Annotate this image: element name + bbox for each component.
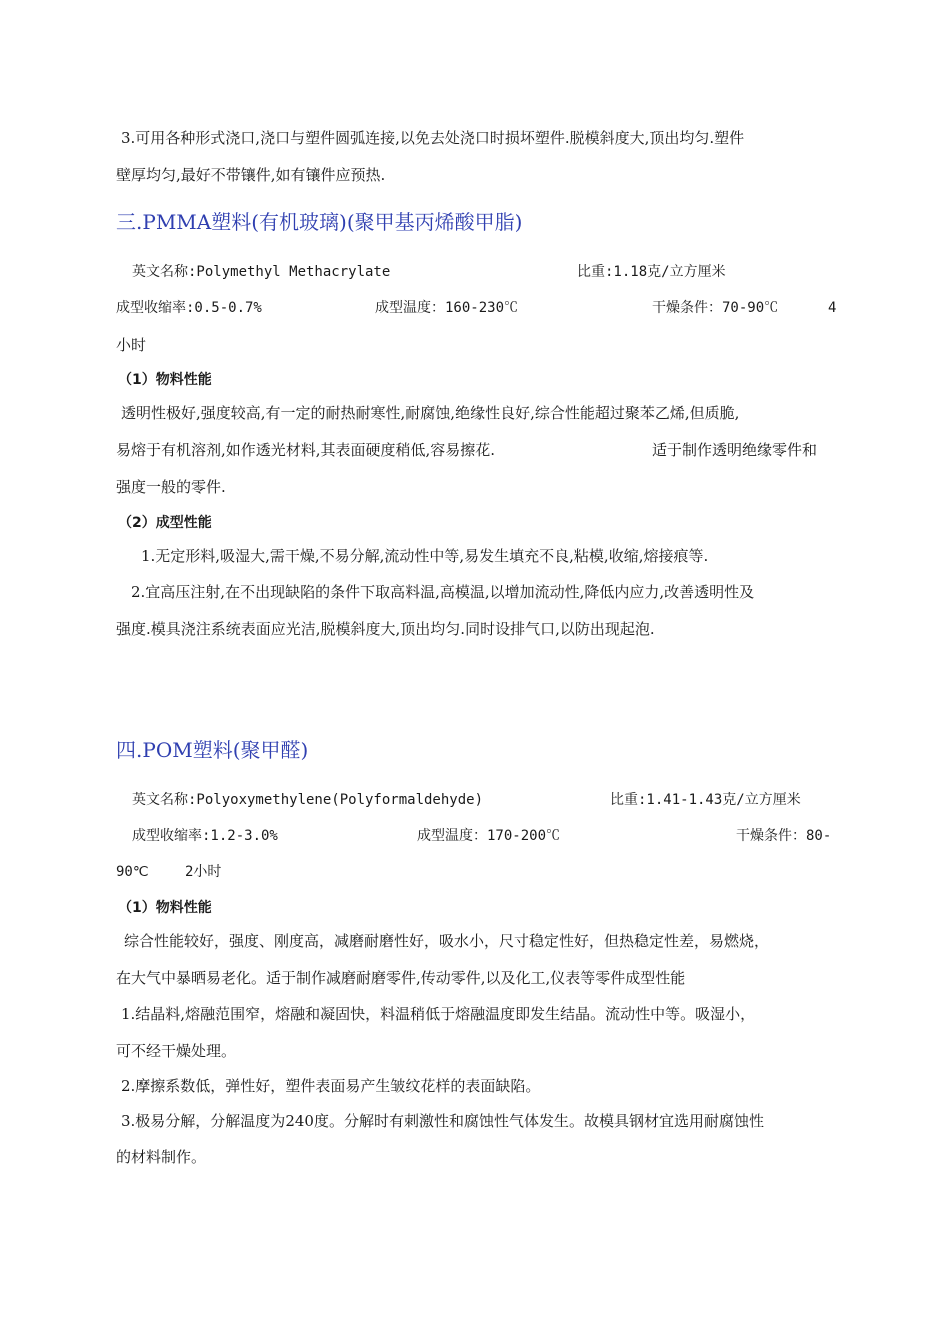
paragraph-line: 强度一般的零件.	[116, 478, 226, 496]
paragraph-line: 综合性能较好，强度、刚度高，减磨耐磨性好，吸水小，尺寸稳定性好，但热稳定性差，易燃烧，	[124, 932, 770, 950]
drying-conditions: 干燥条件：70-90℃	[652, 300, 779, 316]
list-item: 的材料制作。	[116, 1148, 207, 1166]
list-item: 可不经干燥处理。	[116, 1042, 237, 1060]
paragraph-line: 在大气中暴晒易老化。适于制作减磨耐磨零件,传动零件,以及化工,仪表等零件成型性能	[116, 969, 686, 987]
list-item: 2.宜高压注射,在不出现缺陷的条件下取高料温,高模温,以增加流动性,降低内应力,改善透明性及	[131, 583, 755, 601]
section-title-pom: 四.POM塑料(聚甲醛)	[116, 738, 309, 762]
subheading-material-properties: （1）物料性能	[118, 900, 212, 916]
shrinkage: 成型收缩率:0.5-0.7%	[116, 300, 262, 316]
list-item: 1.无定形料,吸湿大,需干燥,不易分解,流动性中等,易发生填充不良,粘模,收缩,熔接痕等.	[141, 547, 709, 565]
shrinkage: 成型收缩率:1.2-3.0%	[132, 828, 278, 844]
drying-unit: 小时	[116, 336, 147, 354]
drying-range-end: 90℃	[116, 864, 149, 880]
drying-conditions: 干燥条件：80-	[736, 828, 832, 844]
density: 比重:1.18克/立方厘米	[577, 264, 726, 280]
subheading-material-properties: （1）物料性能	[118, 372, 212, 388]
drying-hours: 4	[828, 300, 837, 316]
list-item: 强度.模具浇注系统表面应光洁,脱模斜度大,顶出均匀.同时设排气口,以防出现起泡.	[116, 620, 655, 638]
list-item: 1.结晶料,熔融范围窄，熔融和凝固快，料温稍低于熔融温度即发生结晶。流动性中等。吸湿小，	[121, 1005, 756, 1023]
list-item: 3.极易分解，分解温度为240度。分解时有刺激性和腐蚀性气体发生。故模具钢材宜选用耐腐蚀性	[121, 1112, 764, 1130]
paragraph-line: 壁厚均匀,最好不带镶件,如有镶件应预热.	[116, 166, 386, 184]
list-item: 2.摩擦系数低，弹性好，塑件表面易产生皱纹花样的表面缺陷。	[121, 1077, 541, 1095]
molding-temperature: 成型温度：160-230℃	[375, 300, 519, 316]
paragraph-line: 易熔于有机溶剂,如作透光材料,其表面硬度稍低,容易擦花.	[116, 441, 496, 459]
subheading-molding-properties: （2）成型性能	[118, 515, 212, 531]
paragraph-line: 3.可用各种形式浇口,浇口与塑件圆弧连接,以免去处浇口时损坏塑件.脱模斜度大,顶出均匀.塑件	[121, 129, 745, 147]
section-title-pmma: 三.PMMA塑料(有机玻璃)(聚甲基丙烯酸甲脂)	[116, 210, 523, 234]
paragraph-line: 适于制作透明绝缘零件和	[652, 441, 818, 459]
english-name: 英文名称:Polyoxymethylene(Polyformaldehyde)	[132, 792, 484, 808]
english-name: 英文名称:Polymethyl Methacrylate	[132, 264, 391, 280]
density: 比重:1.41-1.43克/立方厘米	[610, 792, 801, 808]
paragraph-line: 透明性极好,强度较高,有一定的耐热耐寒性,耐腐蚀,绝缘性良好,综合性能超过聚苯乙烯,但质脆,	[121, 404, 740, 422]
molding-temperature: 成型温度：170-200℃	[417, 828, 561, 844]
drying-hours: 2小时	[185, 864, 222, 880]
